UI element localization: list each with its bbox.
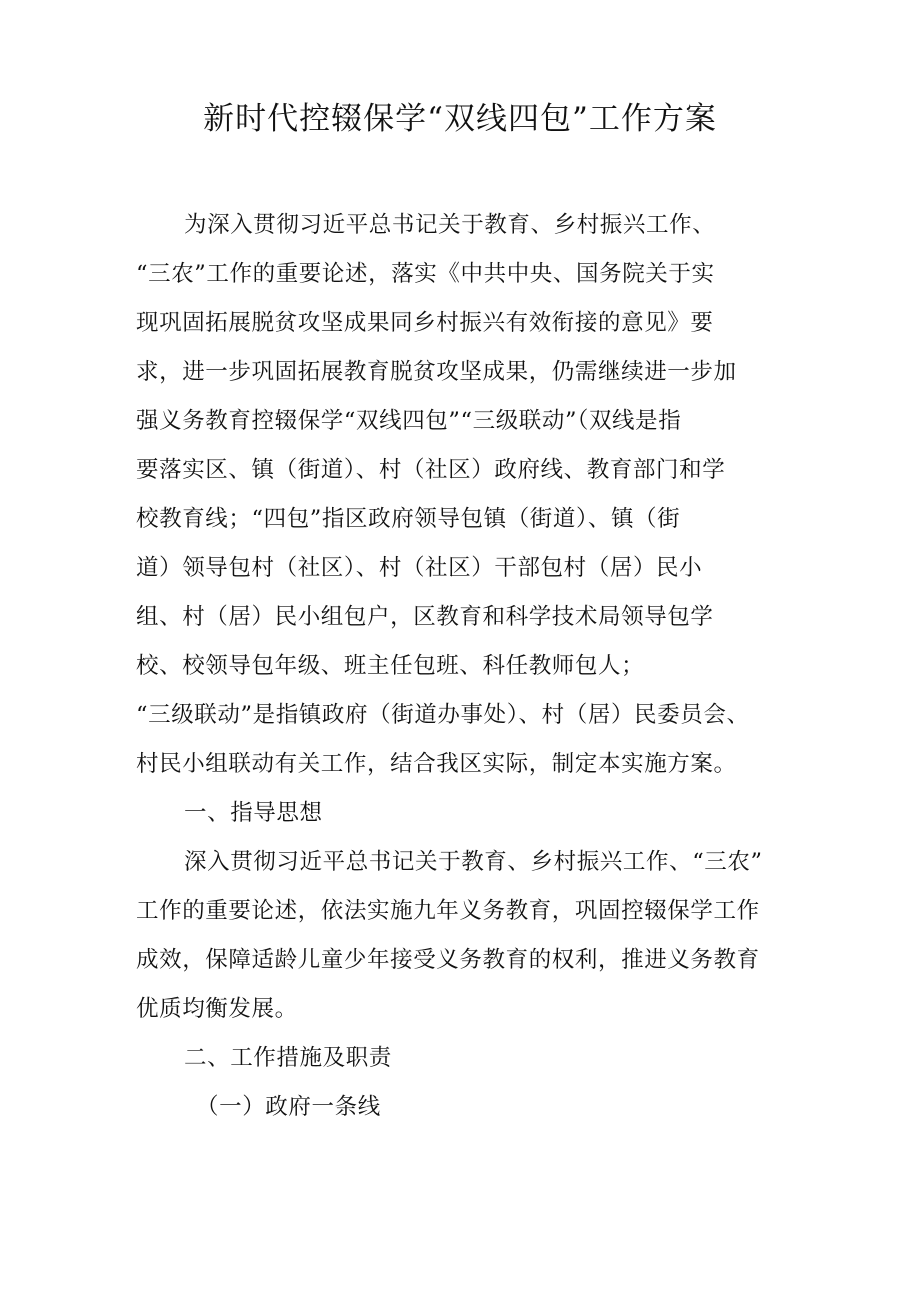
intro-line: 校、校领导包年级、班主任包班、科任教师包人； — [136, 653, 645, 679]
section-heading-guiding-thought: 一、指导思想 — [184, 800, 323, 826]
intro-line: 强义务教育控辍保学“双线四包”“三级联动”（双线是指 — [136, 408, 682, 434]
intro-line: 为深入贯彻习近平总书记关于教育、乡村振兴工作、 — [184, 212, 716, 238]
section1-line: 工作的重要论述，依法实施九年义务教育，巩固控辍保学工作 — [136, 898, 760, 924]
intro-line: 道）领导包村（社区）、村（社区）干部包村（居）民小 — [136, 555, 703, 581]
section-heading-measures: 二、工作措施及职责 — [184, 1045, 392, 1071]
intro-line: 组、村（居）民小组包户，区教育和科学技术局领导包学 — [136, 604, 714, 630]
intro-line: 现巩固拓展脱贫攻坚成果同乡村振兴有效衔接的意见》要 — [136, 310, 714, 336]
intro-line: 要落实区、镇（街道）、村（社区）政府线、教育部门和学 — [136, 457, 726, 483]
intro-line: 求，进一步巩固拓展教育脱贫攻坚成果，仍需继续进一步加 — [136, 359, 737, 385]
section1-line: 成效，保障适龄儿童少年接受义务教育的权利，推进义务教育 — [136, 947, 760, 973]
section1-line: 深入贯彻习近平总书记关于教育、乡村振兴工作、“三农” — [184, 849, 763, 875]
intro-line: “三级联动”是指镇政府（街道办事处）、村（居）民委员会、 — [136, 702, 750, 728]
subsection-heading-government-line: （一）政府一条线 — [196, 1094, 381, 1120]
section1-line: 优质均衡发展。 — [136, 996, 298, 1022]
intro-line: 村民小组联动有关工作，结合我区实际，制定本实施方案。 — [136, 751, 737, 777]
intro-line: 校教育线；“四包”指区政府领导包镇（街道）、镇（街 — [136, 506, 681, 532]
document-title: 新时代控辍保学“双线四包”工作方案 — [203, 101, 717, 137]
intro-line: “三农”工作的重要论述，落实《中共中央、国务院关于实 — [136, 261, 715, 287]
